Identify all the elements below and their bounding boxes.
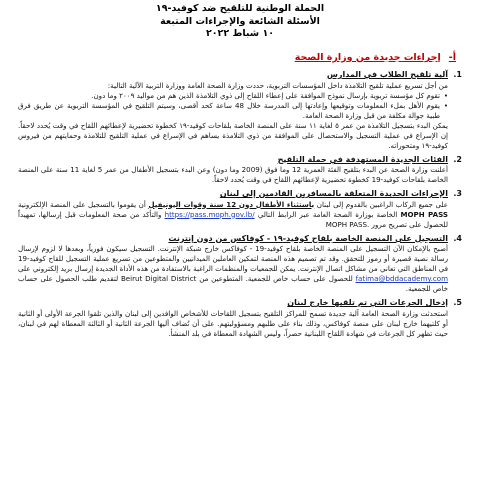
document-body <box>18 70 462 343</box>
bullet-item <box>18 91 448 101</box>
item-number: 4. <box>453 233 462 243</box>
item-school-vaccination <box>18 70 462 151</box>
text-run: أن يقوموا بالتسجيل على المنصة الإلكترونية <box>18 199 146 209</box>
bullet-text: يقوم الأهل بملء المعلومات وتوقيعها وإعادتها إلى المدرسة خلال 48 ساعة كحد أقصى، وسيتم التلقيح في المؤسسة التربوية عن طريق فرق طبية جوالة مكلفة من قبل وزارة الصحة العامة. <box>18 100 440 120</box>
bullet-icon: • <box>443 91 448 100</box>
item-title: الفئات الجديدة المستهدفة في حملة التلقيح <box>277 154 448 164</box>
bullet-item <box>18 101 448 121</box>
item-title: التسجيل على المنصة الخاصة بلقاح كوفيد-١٩ - كوفاكس من دون إنترنت <box>168 233 448 243</box>
item-number: 2. <box>453 154 462 164</box>
email-link[interactable]: fatima@bddacademy.com <box>355 274 448 283</box>
bullet-text: تقوم كل مؤسسة تربوية بإرسال نموذج الموافقة على إعطاء اللقاح إلى ذوي التلامذة الذين هم من مواليد ٢٠٠٩ وما دون. <box>91 90 440 100</box>
item-paragraph: استحدثت وزارة الصحة العامة آلية جديدة تسمح للمراكز التلقيح بتسجيل اللقاحات للأشخاص الوافدين إلى لبنان والذين تلقوا الجرعة الأولى أو الثانية أو كلتيهما خارج لبنان على منصة كوفاكس، وذلك بناء على طلبهم ومسؤوليتهم. على أن تُضاف أليها الجرعة الثانية أو الثالثة المعطاة لهم في لبنان، حيث تظهر كل الجرعات في شهادة اللقاح اللبنانية حصراً، وليس الشهادة المعطاة في بلد المنشأ. <box>18 308 448 338</box>
item-intro: من أجل تسريع عملية تلقيح التلامذة داخل المؤسسات التربوية، حددت وزارة الصحة العامة ووزارة التربية الآلية التالية: <box>107 80 448 90</box>
moph-pass-label: MOPH PASS. <box>325 219 370 229</box>
section-number: أ- <box>448 52 456 63</box>
text-run: لتقديم طلب الحصول على حساب خاص للجمعية. <box>18 274 448 293</box>
item-paragraph <box>18 200 448 230</box>
item-doses-abroad <box>18 298 462 339</box>
moph-pass-link[interactable]: https://pass.moph.gov.lb/ <box>164 209 255 219</box>
item-title: الإجراءات الجديدة المتعلقة بالمسافرين القادمين إلى لبنان <box>219 189 448 198</box>
item-number: 1. <box>453 70 462 79</box>
section-heading <box>295 52 456 63</box>
item-paragraph: يمكن البدء بتسجيل التلامذة من عمر ٥ لغاية ١١ سنة على المنصة الخاصة بلقاحات كوفيد-١٩ كخطوة تحضيرية لإعطائهم اللقاح في وقت يُحدد لاحقاً. إن الإسراع في عملية التسجيل والاستحصال على الموافقة من ذوي التلامذة يساهم في الإسراع في عملية التلقيح للتلامذة وحمايتهم من فيروس كوفيد-١٩ ومتحوراته. <box>18 120 449 150</box>
text-run: أصبح بالإمكان الآن التسجيل على المنصة الخاصة بلقاح كوفيد-19 - كوفاكس خارج شبكة الإنترنت. التسجيل سيكون فورياً، وبعدها لا لزوم لإرسال رسالة نصية قصيرة أو رموز للتحقق. وقد تم تصميم هذه المنصة لتمكين العاملين الميدانيين والمتطوعين من تسريع عملية التسجيل للقاح كوفيد-19 في المناطق التي تعاني من مشاكل اتصال الإنترنت. يمكن للجمعيات والمنظمات الراغبة بالاستفادة من هذه الأداة الجديدة إرسال بريد إلكتروني على <box>18 244 448 273</box>
document-subtitle: الأسئلة الشائعة والإجراءات المتبعة <box>160 15 320 27</box>
document-date: ١٠ شباط ٢٠٢٢ <box>205 28 275 39</box>
item-paragraph: أعلنت وزارة الصحة عن البدء بتلقيح الفئة العمرية 12 وما فوق (2009 وما دون) وعن البدء بتسجيل الأطفال من عمر 5 لغاية 11 سنة على المنصة الخاصة بلقاحات كوفيد-19 كخطوة تحضيرية لإعطائهم اللقاح في وقت يُحدد لاحقاً. <box>18 165 449 184</box>
bullet-icon: • <box>443 101 448 110</box>
section-title: إجراءات جديدة من وزارة الصحة <box>294 52 441 63</box>
exception-text: باستثناء الأطفال دون 12 سنة وقوات اليونيفيل <box>148 199 315 209</box>
item-number: 5. <box>453 298 462 307</box>
item-number: 3. <box>453 189 462 198</box>
item-paragraph <box>18 244 448 294</box>
item-title: آلية تلقيح الطلاب في المدارس <box>326 70 448 79</box>
item-offline-registration <box>18 234 462 295</box>
document-header <box>0 3 480 41</box>
text-run: الخاصة بوزارة الصحة العامة عبر الرابط التالي <box>257 209 398 219</box>
item-title: إدخال الجرعات التي تم تلقيها خارج لبنان <box>287 298 448 307</box>
organization-name: Beirut Digital District <box>120 274 197 283</box>
document-title: الحملة الوطنية للتلقيح ضد كوفيد-١٩ <box>155 3 325 14</box>
text-run: للحصول على حساب خاص للجمعية. المتطوعين من <box>199 274 353 283</box>
item-travelers-procedures <box>18 189 462 230</box>
item-new-target-groups <box>18 155 462 186</box>
text-run: على جميع الركاب الراغبين بالقدوم إلى لبنان <box>316 199 448 209</box>
text-run: والتأكد من صحة المعلومات قبل إرسالها، تمهيداً للحصول على تصريح مرور <box>18 209 448 229</box>
moph-pass-label: MOPH PASS <box>400 209 448 219</box>
